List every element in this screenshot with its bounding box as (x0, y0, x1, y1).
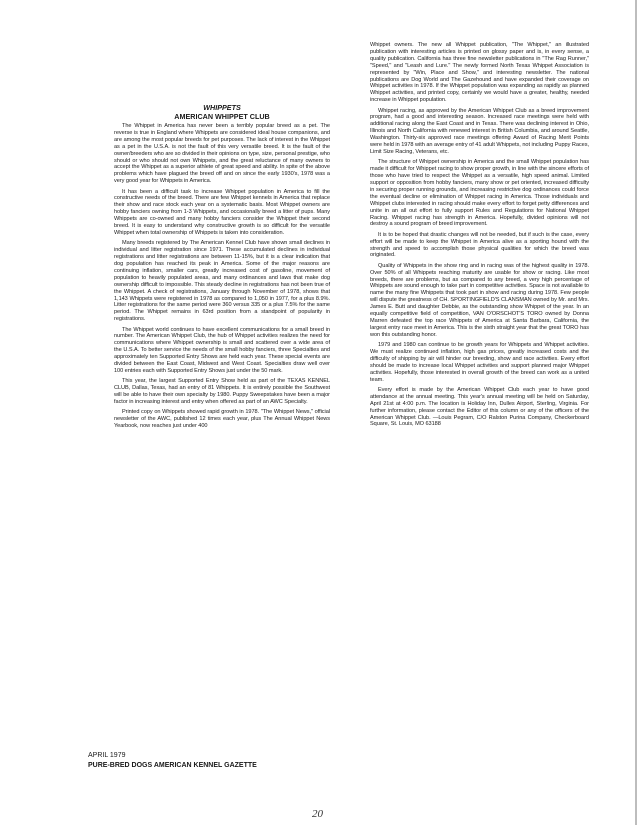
paragraph: Whippet racing, as approved by the American Whippet Club as a breed improvement program, had a good and interesting season. Increased race meetings were held with additional racing along the East Coast and in Texas. There was declining interest in Ohio, Illinois and North California with renewed interest in British Columbia, and around Seattle, Washington. Thirty-six approved race meetings offering Award of Racing Merit Points were held in 1978 with an average entry of 41 adult Whippets, not including Puppy Races, Limit Size Racing, Veterans, etc. (370, 107, 589, 155)
paragraph: The structure of Whippet ownership in America and the small Whippet population has made it difficult for Whippet racing to show proper growth, in line with the sincere efforts of those who have tried to respect the Whippet as a versatile, high speed animal. Limited support or opposition from hobby fanciers, many show or pet oriented, increased difficulty in securing proper running grounds, and increasing restrictive dog ordinances could force the eventual decline or elimination of Whippet racing in America. Those individuals and Whippet clubs interested in racing should make every effort to forget petty differences and unite in an all out effort to fully support Rules and Regulations for National Whippet Racing. Whippet racing has strength in America. Hopefully, divided opinions will not destroy a sound program of breed improvement. (370, 159, 589, 228)
paragraph: Printed copy on Whippets showed rapid growth in 1978. "The Whippet News," official newsletter of the AWC, published 12 times each year, plus The Annual Whippet News Yearbook, now reaches just under 400 (114, 409, 330, 430)
paragraph: It has been a difficult task to increase Whippet population in America to fill the constructive needs of the breed. There are few Whippet kennels in America that replace their show and race stock each year on a systematic basis. Most Whippet owners are hobby fanciers owning from 1-3 Whippets, and occasionally breed a litter of pups. Many Whippets are co-owned and many hobby fanciers consider the Whippet their second breed. It is easy to understand why constructive growth is so difficult for the versatile Whippet when total ownership of Whippets is taken into consideration. (114, 188, 330, 236)
publication-name: PURE-BRED DOGS AMERICAN KENNEL GAZETTE (88, 762, 257, 769)
issue-date: APRIL 1979 (88, 752, 126, 759)
paragraph: Every effort is made by the American Whippet Club each year to have good attendance at the annual meeting. This year's annual meeting will be held on Saturday, April 21st at 4:00 p.m. The location is Holiday Inn, Dulles Airport, Sterling, Virginia. For further information, please contact the Editor of this column or any of the officers of the American Whippet Club. —Louis Pegram, C/O Ralston Purina Company, Checkerboard Square, St. Louis, MO 63188 (370, 386, 589, 428)
page-number: 20 (312, 808, 323, 820)
paragraph: This year, the largest Supported Entry Show held as part of the TEXAS KENNEL CLUB, Dallas, Texas, had an entry of 81 Whippets. It is entirely possible the Southwest will be able to have their own specialty by 1980. Puppy Sweepstakes have been a major factor in increasing interest and entry when offered as part of an AWC Specialty. (114, 378, 330, 405)
paragraph: The Whippet world continues to have excellent communications for a small breed in number. The American Whippet Club, the hub of Whippet activities realizes the need for communications where Whippet ownership is small and scattered over a wide area of the U.S.A. To better service the needs of the small hobby fanciers, three Specialties and approximately ten Supported Entry Shows are held each year. These special events are divided between the East Coast, Midwest and West Coast. Specialties draw well over 100 entries each with Supported Entry Shows just under the 50 mark. (114, 326, 330, 374)
right-column (370, 42, 589, 432)
paragraph: It is to be hoped that drastic changes will not be needed, but if such is the case, every effort will be made to keep the Whippet in America alive as a sporting hound with the strength and speed to accomplish those physical qualities for which the breed was originated. (370, 231, 589, 259)
section-heading: WHIPPETS (203, 103, 241, 112)
paragraph: Whippet owners. The new all Whippet publication, "The Whippet," an illustrated publication with interesting articles is printed on glossy paper and is, in every sense, a quality publication. California has three fine newsletter publications in "The Rag Runner," "Speed," and "Leash and Lure." The newly formed North Texas Whippet Association is represented by "Win, Place and Show," and interesting newsletter. The national publications are Dog World and The Gazehound and have expanded their coverage on Whippet activities in 1978. If the Whippet population was expanding as rapidly as planned Whippet activities, and printed copy, certainly we would have a greater, healthy, needed increase in Whippet population. (370, 42, 589, 104)
paragraph: Quality of Whippets in the show ring and in racing was of the highest quality in 1978. Over 50% of all Whippets reaching maturity are usable for show or racing. Like most breeds, there are problems, but as compared to any breed, a very high percentage of Whippets are sound enough to take part in competitive activities. Space is not available to name the many fine Whippets that took part in show and racing during 1978. Few people will dispute the greatness of CH. SPORTINGFIELD'S CLANSMAN owned by Mr. and Mrs. James E. Butt and daughter Debbie, as the outstanding show Whippet of the year. In an equally competitive field of competition, VAN O'ORSCHOT'S TORO owned by Donna Marren defeated the top race Whippets of America at Santa Barbara, California, the largest entry race meet in America. This is the sixth straight year that the great TORO has won this outstanding honor. (370, 262, 589, 338)
paragraph: The Whippet in America has never been a terribly popular breed as a pet. The reverse is true in England where Whippets are considered ideal house companions, and are among the most popular breeds for pet purposes. The lack of interest in the Whippet as a pet in the U.S.A. is not the fault of this very versatile breed. It is the fault of the owner/breeders who are so divided in their opinions on type, size, personal prestige, who should or who should not own Whippets, and the great reluctance of many owners to accept the Whippet as a superior athlete of great speed and ability. In spite of the above problems which have plagued the breed off and on since the early 1930's, 1978 was a very good year for Whippets in America. (114, 123, 330, 185)
left-column (114, 123, 330, 433)
paragraph: Many breeds registered by The American Kennel Club have shown small declines in individual and litter registration since 1971. These accumulated declines in individual registrations and litter registrations are between 11-15%, but it is a clear indication that dog population has reached its peak in America. Some of the major reasons are continuing inflation, smaller cars, greatly increased cost of gasoline, movement of population to heavily populated areas, and many ordinances and laws that make dog ownership difficult to impossible. This steady decline in registrations has not been true of the Whippet. A check of registrations, January through November of 1978, shows that 1,143 Whippets were registered in 1978 as compared to 1,050 in 1977, for a plus 8.9%. Litter registrations for the same period were 360 versus 335 or a plus 7.5% for the same period. The Whippet remains in 63rd position from a standpoint of popularity in registrations. (114, 240, 330, 323)
paragraph: 1979 and 1980 can continue to be growth years for Whippets and Whippet activities. We must realize continued inflation, high gas prices, greatly increased costs and the difficulty of shipping by air will hinder our breeding, show and race activities. Every effort should be made to increase local Whippet activities and support planned major Whippet activities. Hopefully, those interested in overall growth of the breed can work as a united team. (370, 342, 589, 383)
club-heading: AMERICAN WHIPPET CLUB (174, 112, 270, 121)
